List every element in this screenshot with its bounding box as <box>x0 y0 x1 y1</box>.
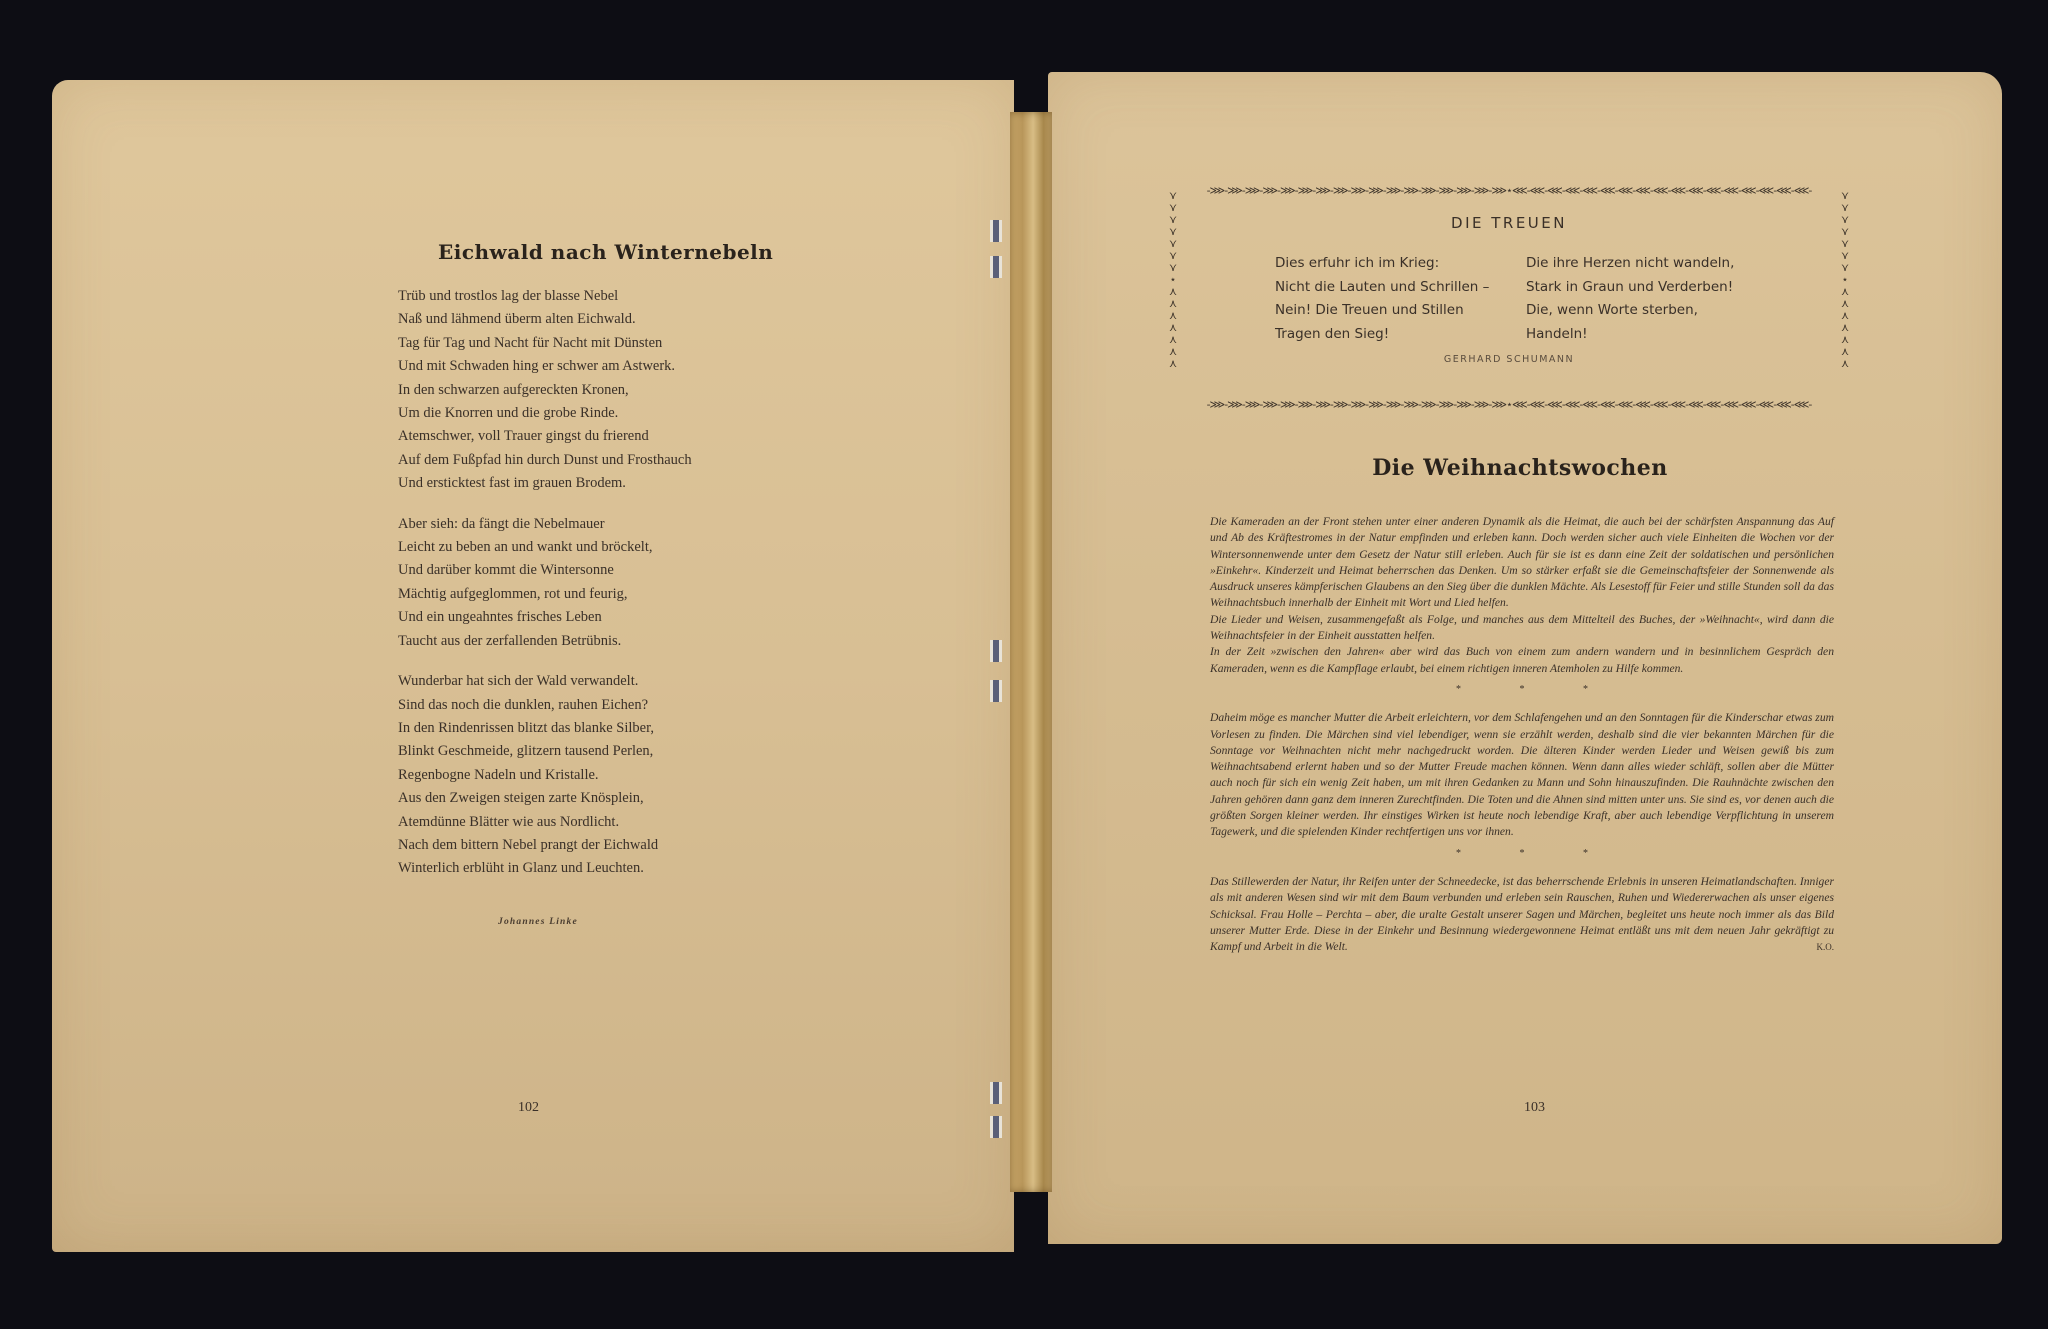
staple <box>990 1116 1002 1138</box>
poem-line: Und mit Schwaden hing er schwer am Astwerk. <box>398 358 676 375</box>
page-number-right: 103 <box>1524 1100 1545 1115</box>
poem-title: Eichwald nach Winternebeln <box>438 240 774 264</box>
poem-line: Nein! Die Treuen und Stillen <box>1275 302 1464 318</box>
essay-paragraph: Die Kameraden an der Front stehen unter einer anderen Dynamik als die Heimat, die auch bei der schärfsten Anspannung das Auf und Ab des Kräftestromes in der Natur empfinden und erleben kann. Doch werden sicher auch viele Einheiten die Wochen vor der Wintersonnenwende unter dem Gesetz der Natur still erleben. Auch für sie ist es dann eine Zeit der soldatischen und persönlichen »Einkehr«. Kinderzeit und Heimat beherrschen das Denken. Um so stärker erfaßt sie die Gemeinschaftsfeier der Sonnenwende als Ausdruck unseres kämpferischen Glaubens an den Sieg über die dunklen Mächte. Als Lesestoff für Feier und stille Stunden soll da das Weihnachtsbuch innerhalb der Einheit mit Wort und Lied helfen. <box>1210 515 1834 610</box>
essay-paragraph: Die Lieder und Weisen, zusammengefaßt als Folge, und manches aus dem Mittelteil des Buches, der »Weihnacht«, wird dann die Weihnachtsfeier in der Einheit ausstatten helfen. <box>1210 612 1834 643</box>
essay-title: Die Weihnachtswochen <box>1372 455 1668 481</box>
poem-line: Tragen den Sieg! <box>1275 325 1390 342</box>
poem-line: In den schwarzen aufgereckten Kronen, <box>398 381 629 398</box>
poem-line: Regenbogne Nadeln und Kristalle. <box>398 766 599 783</box>
poem-line: Leicht zu beben an und wankt und bröckelt, <box>398 539 653 556</box>
poem-stanza-3 <box>398 670 798 881</box>
poem-line: Winterlich erblüht in Glanz und Leuchten. <box>398 860 644 877</box>
poem-line: Aus den Zweigen steigen zarte Knösplein, <box>398 790 644 807</box>
essay-paragraph-text: Das Stillewerden der Natur, ihr Reifen unter der Schneedecke, ist das beherrschende Erlebnis in unseren Heimatlandschaften. Inniger als mit anderen Wesen sind wir mit dem Baum verbunden und erleben sein Rauschen, Ruhen und Wiedererwachen als unser eigenes Schicksal. Frau Holle – Perchta – aber, die uralte Gestalt unserer Sagen und Märchen, begleitet uns heute noch immer als das Bild unserer Mutter Erde. Diese in der Einkehr und Besinnung wiedergewonnene Heimat entläßt uns mit dem neuen Jahr gekräftigt zu Kampf und Arbeit in die Welt. <box>1210 874 1834 954</box>
section-divider: * * * <box>1456 683 1616 695</box>
book-spine <box>1010 112 1052 1192</box>
poem-line: Auf dem Fußpfad hin durch Dunst und Frosthauch <box>398 451 692 468</box>
poem-body <box>398 285 798 898</box>
poem-line: Trüb und trostlos lag der blasse Nebel <box>398 288 619 304</box>
staple <box>990 680 1002 702</box>
staple <box>990 256 1002 278</box>
framed-poem-column-left <box>1275 252 1489 346</box>
poem-author: Johannes Linke <box>498 917 578 927</box>
poem-line: Stark in Graun und Verderben! <box>1526 278 1734 295</box>
poem-line: Handeln! <box>1526 325 1588 342</box>
ornamental-frame <box>1166 184 1852 410</box>
essay-signature: K.O. <box>1816 942 1834 953</box>
poem-stanza-2 <box>398 513 798 653</box>
poem-line: Tag für Tag und Nacht für Nacht mit Dünsten <box>398 334 663 351</box>
poem-stanza-1 <box>398 285 798 496</box>
poem-line: Atemdünne Blätter wie aus Nordlicht. <box>398 813 620 830</box>
section-divider: * * * <box>1456 847 1616 859</box>
framed-poem-author: GERHARD SCHUMANN <box>1443 354 1575 365</box>
poem-line: Wunderbar hat sich der Wald verwandelt. <box>398 673 639 690</box>
poem-line: Um die Knorren und die grobe Rinde. <box>398 405 619 422</box>
page-number-left: 102 <box>518 1100 539 1115</box>
poem-line: Die ihre Herzen nicht wandeln, <box>1526 255 1735 271</box>
ornament-border-right: ⋎⋎⋎⋎⋎⋎⋎⋆⋏⋏⋏⋏⋏⋏⋏ <box>1840 190 1850 370</box>
framed-poem-title: DIE TREUEN <box>1451 214 1567 232</box>
poem-line: Die, wenn Worte sterben, <box>1526 302 1698 318</box>
poem-line: Atemschwer, voll Trauer gingst du frierend <box>398 428 649 445</box>
essay-paragraph <box>1210 874 1834 955</box>
essay-body <box>1210 514 1834 955</box>
poem-line: Naß und lähmend überm alten Eichwald. <box>398 311 636 328</box>
poem-line: Aber sieh: da fängt die Nebelmauer <box>398 515 605 532</box>
framed-poem-column-right <box>1526 252 1734 346</box>
staple <box>990 220 1002 242</box>
poem-line: Sind das noch die dunklen, rauhen Eichen? <box>398 696 649 713</box>
poem-line: Und darüber kommt die Wintersonne <box>398 562 614 579</box>
poem-line: Nicht die Lauten und Schrillen – <box>1275 278 1490 295</box>
poem-line: Taucht aus der zerfallenden Betrübnis. <box>398 632 622 649</box>
poem-line: Dies erfuhr ich im Krieg: <box>1275 255 1440 271</box>
essay-paragraph: Daheim möge es mancher Mutter die Arbeit erleichtern, vor dem Schlafengehen und an den Sonntagen für die Kinderschar etwas zum Vorlesen zu finden. Die Märchen sind viel lebendiger, wenn sie erzählt werden, deshalb sind die vier bekannten Märchen für die Sonntage vor Weihnachten nicht mehr nachgedruckt worden. Die älteren Kinder werden Lieder und Weisen gewiß bis zum Weihnachtsabend erlernt haben und so der Mutter Freude machen können. Wenn dann alles wieder schläft, sollen aber die Mütter auch noch für sich ein wenig Zeit haben, um mit ihren Gedanken zu Mann und Sohn hinauszufinden. Die Rauhnächte zwischen den Jahren gehören dann ganz dem inneren Zurechtfinden. Die Toten und die Ahnen sind mitten unter uns. Sie sind es, vor denen auch die größten Sorgen kleiner werden. Ihr einstiges Wirken ist heute noch lebendige Kraft, aber auch lebendige Verpflichtung in unserem Tagewerk, und die spielenden Kinder rechtfertigen uns vor ihnen. <box>1210 711 1834 839</box>
poem-line: Mächtig aufgeglommen, rot und feurig, <box>398 585 628 602</box>
ornament-border-left: ⋎⋎⋎⋎⋎⋎⋎⋆⋏⋏⋏⋏⋏⋏⋏ <box>1168 190 1178 370</box>
poem-line: Und ein ungeahntes frisches Leben <box>398 609 602 626</box>
staple <box>990 640 1002 662</box>
poem-line: Nach dem bittern Nebel prangt der Eichwald <box>398 836 659 853</box>
poem-line: In den Rindenrissen blitzt das blanke Silber, <box>398 719 654 736</box>
ornament-border-top: -⋙-⋙-⋙-⋙-⋙-⋙-⋙-⋙-⋙-⋙-⋙-⋙-⋙-⋙-⋙-⋙-⋙⋆⋘-⋘-⋘-⋘-⋘-⋘-⋘-⋘-⋘-⋘-⋘-⋘-⋘-⋘-⋘-⋘-⋘- <box>1206 184 1812 196</box>
staple <box>990 1082 1002 1104</box>
ornament-border-bottom: -⋙-⋙-⋙-⋙-⋙-⋙-⋙-⋙-⋙-⋙-⋙-⋙-⋙-⋙-⋙-⋙-⋙⋆⋘-⋘-⋘-⋘-⋘-⋘-⋘-⋘-⋘-⋘-⋘-⋘-⋘-⋘-⋘-⋘-⋘- <box>1206 398 1812 410</box>
poem-line: Und ersticktest fast im grauen Brodem. <box>398 475 626 492</box>
essay-paragraph: In der Zeit »zwischen den Jahren« aber wird das Buch von einem zum andern wandern und in besinnlichem Gespräch den Kameraden, wenn es die Kampflage erlaubt, bei einem richtigen inneren Atemholen zu Hilfe kommen. <box>1210 645 1834 675</box>
poem-line: Blinkt Geschmeide, glitzern tausend Perlen, <box>398 743 654 760</box>
